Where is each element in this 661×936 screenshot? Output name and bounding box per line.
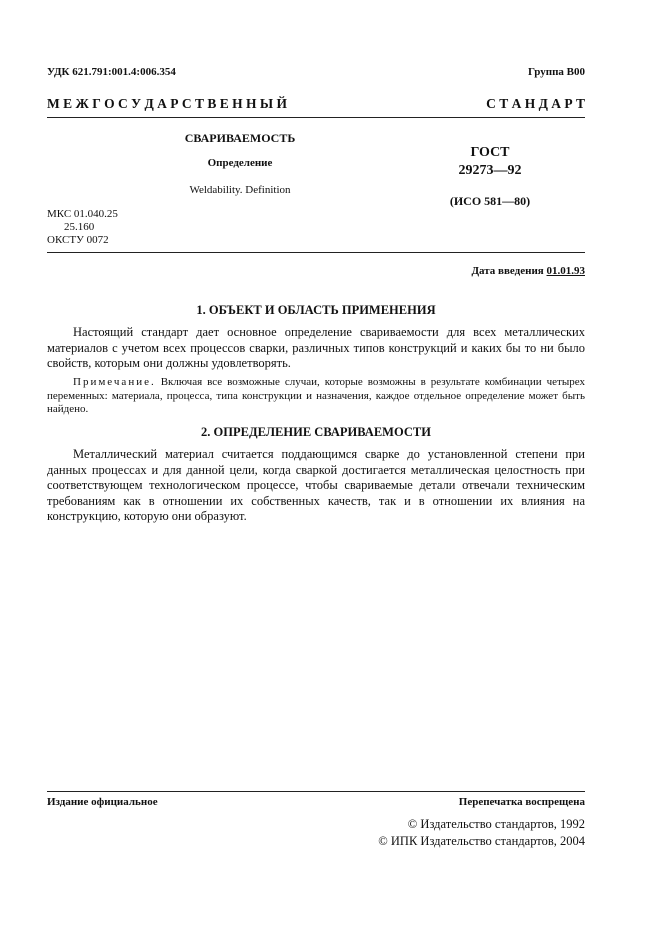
copyright-1992: © Издательство стандартов, 1992	[407, 817, 585, 831]
reprint-prohibited: Перепечатка воспрещена	[458, 796, 585, 808]
document-title: СВАРИВАЕМОСТЬ	[184, 131, 296, 145]
codes-divider	[47, 252, 585, 253]
note-text: Включая все возможные случаи, которые возможны в результате комбинации четырех переменных: материала, процесса, типа конструкции и назначения, каждое отдельное определение может быть найдено.	[47, 376, 585, 415]
banner-divider	[47, 117, 585, 118]
english-title: Weldability. Definition	[189, 184, 291, 196]
section-2-title: 2. ОПРЕДЕЛЕНИЕ СВАРИВАЕМОСТИ	[201, 425, 431, 439]
group-code: Группа В00	[527, 66, 585, 78]
section-1-paragraph: Настоящий стандарт дает основное определение свариваемости для всех металлических материалов с учетом всех процессов сварки, различных типов конструкций и каких бы то ни было свойств, которым они должны удовлетворять.	[47, 325, 585, 370]
section-2-paragraph: Металлический материал считается поддающимся сварке до установленной степени при данных процессах и для данной цели, когда сваркой достигается металлическая целостность при соответствующем технологическом процессе, чтобы свариваемые детали отвечали техническим требованиям как в отношении их собственных качеств, так и в отношении их влияния на конструкцию, которую они образуют.	[47, 447, 585, 523]
footer-divider	[47, 791, 585, 792]
date-label: Дата введения	[471, 265, 544, 277]
gost-number: 29273—92	[458, 163, 522, 178]
mks-code-2: 25.160	[64, 221, 95, 233]
section-1-title: 1. ОБЪЕКТ И ОБЛАСТЬ ПРИМЕНЕНИЯ	[196, 303, 436, 317]
mks-code-1: МКС 01.040.25	[47, 208, 118, 220]
official-edition: Издание официальное	[47, 796, 158, 808]
section-1-note	[47, 376, 585, 417]
iso-reference: (ИСО 581—80)	[449, 194, 531, 208]
banner-right-text: С Т А Н Д А Р Т	[486, 96, 585, 111]
banner-left-text: М Е Ж Г О С У Д А Р С Т В Е Н Н Ы Й	[47, 96, 288, 111]
date-value: 01.01.93	[546, 265, 585, 277]
document-subtitle: Определение	[207, 157, 273, 169]
note-label: Примечание.	[73, 376, 156, 388]
udk-code: УДК 621.791:001.4:006.354	[47, 66, 176, 78]
gost-label: ГОСТ	[470, 145, 510, 160]
introduction-date	[471, 265, 585, 277]
okstu-code: ОКСТУ 0072	[47, 234, 109, 246]
copyright-2004: © ИПК Издательство стандартов, 2004	[378, 834, 585, 848]
standard-banner	[47, 96, 585, 112]
